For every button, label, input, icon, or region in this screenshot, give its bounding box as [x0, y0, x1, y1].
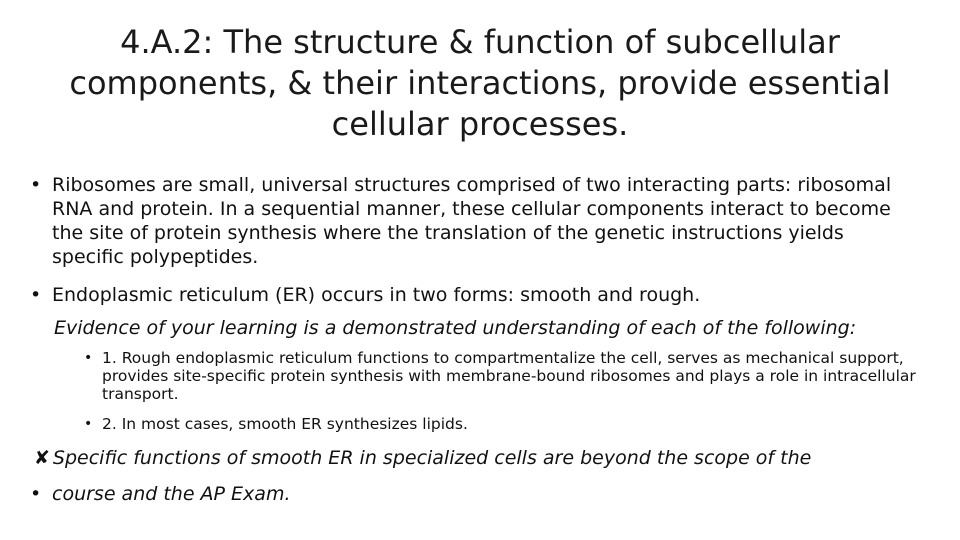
bullet-icon: • [30, 483, 42, 505]
bullet-icon: • [84, 416, 93, 432]
bullet-ribosomes [30, 173, 902, 269]
sub-bullet-rough-er [84, 349, 942, 403]
bullet-text: Ribosomes are small, universal structures comprised of two interacting parts: ribosomal RNA and protein. In a sequential manner, these cellular components interact to become the site of protein synthesis where the translation of the genetic instructions yields specific polypeptides. [52, 174, 892, 268]
exclusion-text: Specific functions of smooth ER in specialized cells are beyond the scope of the [52, 447, 812, 469]
evidence-statement: Evidence of your learning is a demonstrated understanding of each of the following: [54, 317, 857, 339]
exclusion-continuation [30, 482, 291, 506]
exclusion-statement [34, 446, 811, 470]
bullet-icon: • [30, 284, 42, 306]
sub-bullet-text: 2. In most cases, smooth ER synthesizes lipids. [102, 415, 468, 433]
bullet-text: Endoplasmic reticulum (ER) occurs in two forms: smooth and rough. [52, 284, 701, 306]
bullet-er [30, 283, 902, 307]
slide-title: 4.A.2: The structure & function of subcellular components, & their interactions, provide essential cellular processes. [69, 23, 891, 143]
bullet-icon: • [84, 350, 93, 366]
bullet-icon: • [30, 174, 42, 196]
cross-mark-icon: ✘ [34, 447, 50, 469]
sub-bullet-text: 1. Rough endoplasmic reticulum functions to compartmentalize the cell, serves as mechanical support, provides site-specific protein synthesis with membrane-bound ribosomes and plays a role in intracellular transport. [102, 349, 916, 403]
exclusion-text-continued: course and the AP Exam. [52, 483, 291, 505]
sub-bullet-smooth-er [84, 415, 922, 433]
